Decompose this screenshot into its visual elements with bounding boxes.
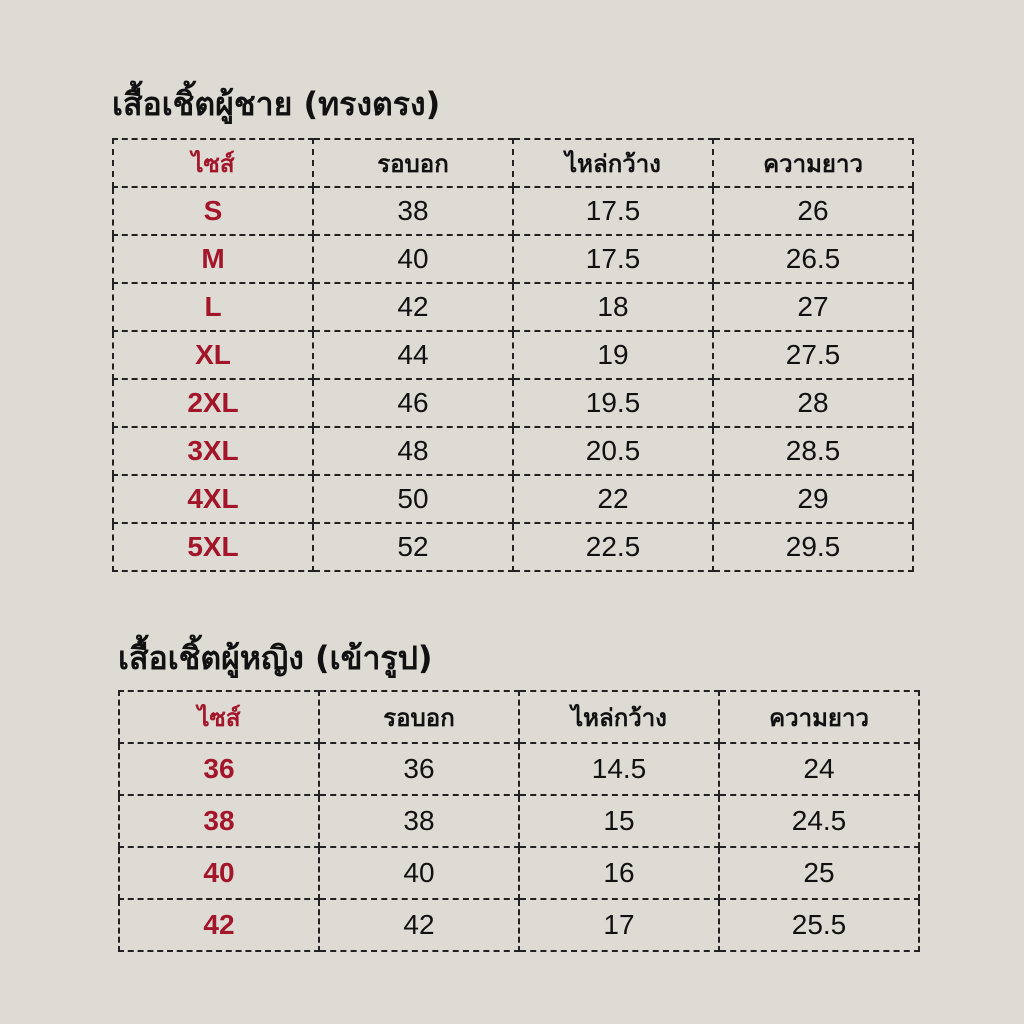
header-chest: รอบอก xyxy=(313,139,513,187)
length-cell: 24.5 xyxy=(719,795,919,847)
table-row xyxy=(113,187,913,235)
table-row xyxy=(113,475,913,523)
shoulder-cell: 14.5 xyxy=(519,743,719,795)
size-cell: L xyxy=(113,283,313,331)
chest-cell: 42 xyxy=(313,283,513,331)
table-row xyxy=(119,847,919,899)
size-cell: XL xyxy=(113,331,313,379)
shoulder-cell: 17.5 xyxy=(513,187,713,235)
chest-cell: 38 xyxy=(313,187,513,235)
header-shoulder: ไหล่กว้าง xyxy=(513,139,713,187)
length-cell: 26.5 xyxy=(713,235,913,283)
length-cell: 29 xyxy=(713,475,913,523)
header-size: ไซส์ xyxy=(113,139,313,187)
header-length: ความยาว xyxy=(713,139,913,187)
chest-cell: 40 xyxy=(313,235,513,283)
header-length: ความยาว xyxy=(719,691,919,743)
length-cell: 29.5 xyxy=(713,523,913,571)
length-cell: 26 xyxy=(713,187,913,235)
size-cell: 36 xyxy=(119,743,319,795)
table-row xyxy=(113,427,913,475)
header-size: ไซส์ xyxy=(119,691,319,743)
chest-cell: 36 xyxy=(319,743,519,795)
size-cell: 38 xyxy=(119,795,319,847)
women-size-table xyxy=(118,690,920,952)
shoulder-cell: 17 xyxy=(519,899,719,951)
size-cell: 2XL xyxy=(113,379,313,427)
table-row xyxy=(119,795,919,847)
header-chest: รอบอก xyxy=(319,691,519,743)
length-cell: 27 xyxy=(713,283,913,331)
table-row xyxy=(119,899,919,951)
table-row xyxy=(113,283,913,331)
shoulder-cell: 22 xyxy=(513,475,713,523)
shoulder-cell: 19 xyxy=(513,331,713,379)
table-header-row xyxy=(119,691,919,743)
size-cell: 5XL xyxy=(113,523,313,571)
shoulder-cell: 16 xyxy=(519,847,719,899)
table-row xyxy=(113,235,913,283)
table-row xyxy=(113,331,913,379)
shoulder-cell: 22.5 xyxy=(513,523,713,571)
men-size-table xyxy=(112,138,914,572)
shoulder-cell: 18 xyxy=(513,283,713,331)
chest-cell: 46 xyxy=(313,379,513,427)
size-cell: S xyxy=(113,187,313,235)
table-row xyxy=(113,379,913,427)
shoulder-cell: 15 xyxy=(519,795,719,847)
table-row xyxy=(113,523,913,571)
length-cell: 27.5 xyxy=(713,331,913,379)
length-cell: 28.5 xyxy=(713,427,913,475)
chest-cell: 38 xyxy=(319,795,519,847)
women-title: เสื้อเชิ้ตผู้หญิง (เข้ารูป) xyxy=(118,639,433,677)
shoulder-cell: 19.5 xyxy=(513,379,713,427)
header-shoulder: ไหล่กว้าง xyxy=(519,691,719,743)
shoulder-cell: 17.5 xyxy=(513,235,713,283)
table-header-row xyxy=(113,139,913,187)
table-row xyxy=(119,743,919,795)
size-cell: 3XL xyxy=(113,427,313,475)
men-title: เสื้อเชิ้ตผู้ชาย (ทรงตรง) xyxy=(112,85,441,123)
size-cell: 4XL xyxy=(113,475,313,523)
length-cell: 28 xyxy=(713,379,913,427)
length-cell: 24 xyxy=(719,743,919,795)
chest-cell: 42 xyxy=(319,899,519,951)
size-cell: M xyxy=(113,235,313,283)
chest-cell: 44 xyxy=(313,331,513,379)
chest-cell: 48 xyxy=(313,427,513,475)
chest-cell: 50 xyxy=(313,475,513,523)
size-cell: 42 xyxy=(119,899,319,951)
length-cell: 25.5 xyxy=(719,899,919,951)
shoulder-cell: 20.5 xyxy=(513,427,713,475)
chest-cell: 40 xyxy=(319,847,519,899)
length-cell: 25 xyxy=(719,847,919,899)
chest-cell: 52 xyxy=(313,523,513,571)
size-cell: 40 xyxy=(119,847,319,899)
